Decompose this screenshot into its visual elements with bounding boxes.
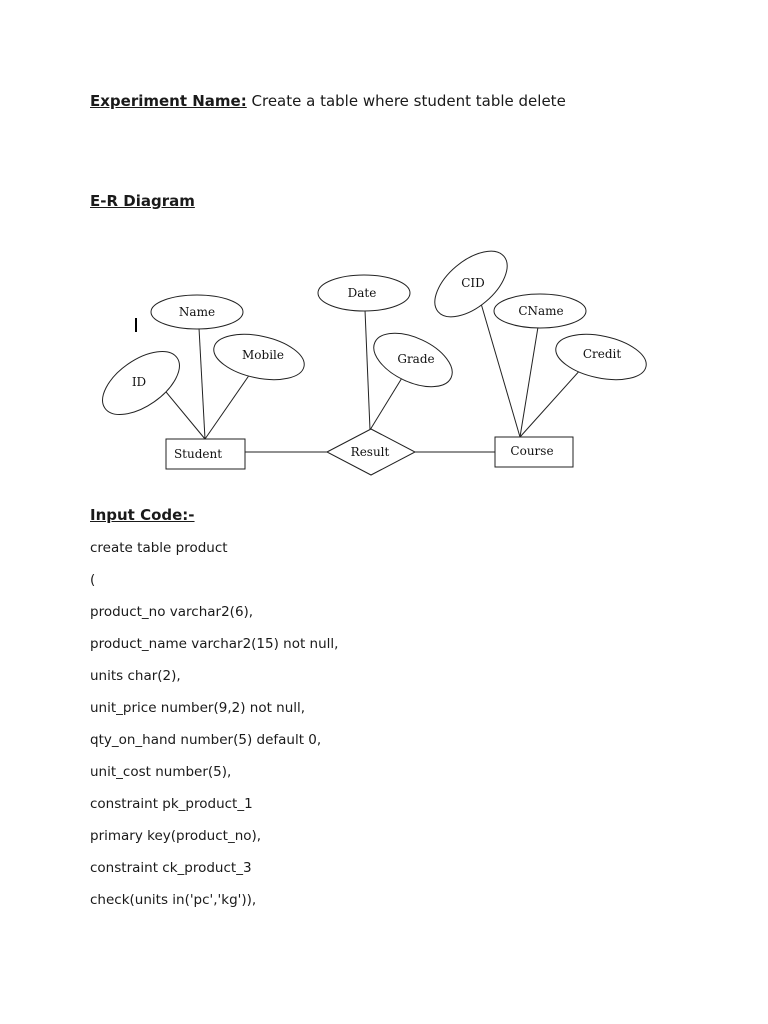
- code-line: primary key(product_no),: [90, 828, 262, 844]
- code-line: units char(2),: [90, 668, 181, 684]
- input-code-heading: Input Code:-: [90, 506, 195, 524]
- experiment-name-label: Experiment Name:: [90, 92, 247, 110]
- code-line: (: [90, 572, 96, 588]
- entity-course-label: Course: [510, 444, 554, 458]
- experiment-name-line: [90, 92, 566, 110]
- attr-date-label: Date: [347, 286, 377, 300]
- code-line: product_name varchar2(15) not null,: [90, 636, 339, 652]
- code-line: unit_cost number(5),: [90, 764, 232, 780]
- entity-student-label: Student: [173, 447, 223, 461]
- attr-id-label: ID: [131, 375, 147, 389]
- code-block: [90, 539, 338, 923]
- attr-cid-label: CID: [461, 276, 485, 290]
- attr-credit-label: Credit: [582, 347, 622, 361]
- code-line: create table product: [90, 540, 228, 556]
- code-line: qty_on_hand number(5) default 0,: [90, 732, 322, 748]
- attr-name-label: Name: [178, 305, 216, 319]
- code-line: constraint ck_product_3: [90, 860, 252, 876]
- relationship-result-label: Result: [350, 445, 390, 459]
- experiment-name-value: Create a table where student table delete: [246, 92, 566, 110]
- code-line: unit_price number(9,2) not null,: [90, 700, 306, 716]
- er-diagram-heading: E-R Diagram: [90, 192, 195, 210]
- attr-cname-label: CName: [518, 304, 564, 318]
- code-line: product_no varchar2(6),: [90, 604, 254, 620]
- attr-grade-label: Grade: [397, 352, 435, 366]
- attr-mobile-label: Mobile: [242, 348, 284, 362]
- er-diagram: [0, 240, 768, 490]
- code-line: constraint pk_product_1: [90, 796, 253, 812]
- code-line: check(units in('pc','kg')),: [90, 892, 257, 908]
